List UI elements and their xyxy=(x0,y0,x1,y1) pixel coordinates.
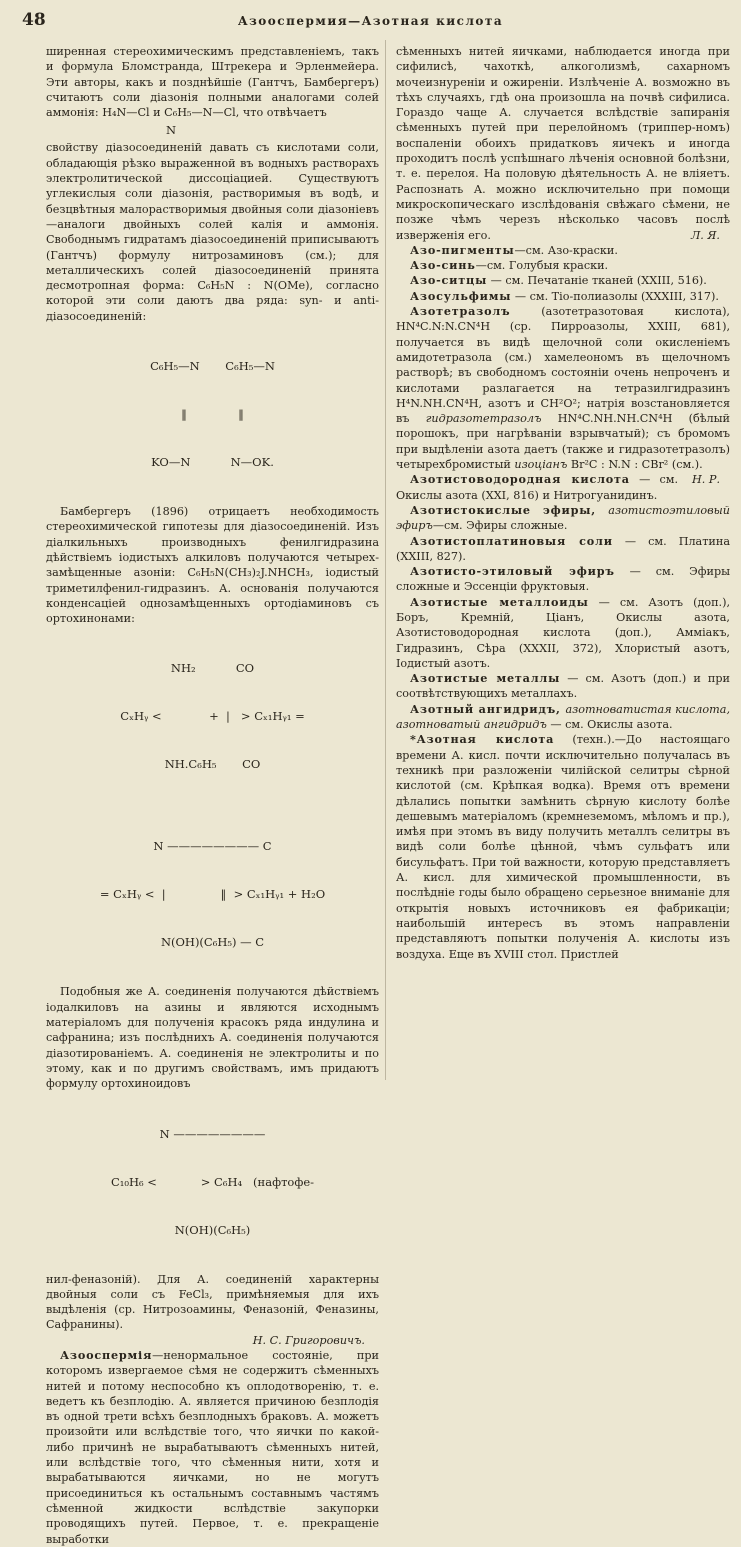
formula-line: C₁₀H₆ < > C₆H₄ (нафтофе- xyxy=(110,1174,315,1189)
entry-text: —см. Азо-краски. xyxy=(514,243,618,257)
entry-text: — см. Печатаніе тканей (XXIII, 516). xyxy=(487,274,707,288)
author-signature: Н. Р. xyxy=(692,473,720,487)
entry-text: (азотетразотовая кислота), HN⁴C.N:N.CN⁴H (ср. Пирроазолы, XXIII, 681), получается въ видѣ щелочной соли окисленіемъ амидотетразола (см.) хамелеономъ въ щелочномъ растворѣ; въ свободномъ состояніи очень непроченъ и кислотами разлагается на тетразилгидразинъ H⁴N.NH.CN⁴H, азотъ и CH²O²; натрія возстановляется въ xyxy=(396,305,730,426)
paragraph: Подобныя же А. соединенія получаются дѣйствіемъ іодалкиловъ на азины и являются исходнымъ матеріаломъ для полученія красокъ ряда индулина и сафранина; изъ послѣднихъ А. соединенія получаются діазотированіемъ. А. соединенія не электролиты и по этому, как и по другимъ свойствамъ, имъ придаютъ формулу ортохиноидовъ xyxy=(46,985,379,1091)
author-signature: Н. С. Григоровичъ. xyxy=(252,1333,365,1347)
author-signature: Л. Я. xyxy=(690,228,720,242)
formula-line: N ———————— xyxy=(159,1126,266,1141)
entry-term: Азотистоводородная кислота xyxy=(410,472,630,487)
entry-term: Азо-пигменты xyxy=(410,242,515,257)
entry-text: HN⁴C.NH.NH.CN⁴H (бѣлый порошокъ, при нагрѣваніи взрывчатый); съ бромомъ при выдѣленіи азота даетъ (также и гидразотетразолъ) четырехбромистый xyxy=(396,412,730,472)
entry-text: — см. Тіо-полиазолы (XXXIII, 317). xyxy=(511,289,719,303)
entry-text: —см. Эфиры сложные. xyxy=(432,519,568,533)
entry-term: Азо-ситцы xyxy=(410,273,488,288)
entry-term: Азосульфимы xyxy=(410,288,512,303)
entry-italic: изоціанъ xyxy=(514,458,568,472)
entry-text: —ненормальное состояніе, при которомъ извергаемое сѣмя не содержитъ сѣменныхъ нитей и потому неспособно къ оплодотворенію, т. е. ведетъ къ безплодію. А. является причиною безплодія въ одной трети всѣхъ безплодныхъ браковъ. А. можетъ произойти или вслѣдствіе того, что яички по какой-либо причинѣ не вырабатываютъ сѣменныхъ нитей, или вслѣдствіе того, что сѣменныя нити, хотя и вырабатываются яичками, но не могутъ присоединиться къ остальнымъ составнымъ частямъ сѣменной жидкости вслѣдствіе закупорки проводящихъ путей. Первое, т. е. прекращеніе выработки xyxy=(46,1348,379,1546)
entry-italic: азотистоэтиловый эфиръ xyxy=(396,503,730,533)
formula-line: = CₓHᵧ < | ‖ > Cₓ₁Hᵧ₁ + H₂O xyxy=(99,887,326,902)
formula-line: KO—N N—OK. xyxy=(151,455,274,470)
formula-x: N xyxy=(166,123,177,138)
paragraph xyxy=(396,44,730,243)
entry-term: *Азотная кислота xyxy=(410,732,555,747)
entry xyxy=(396,243,730,258)
entry xyxy=(396,564,730,595)
formula-line: ‖ ‖ xyxy=(181,407,244,422)
entry xyxy=(396,671,730,702)
entry xyxy=(396,595,730,671)
entry xyxy=(396,534,730,565)
formula-line: N ———————— C xyxy=(153,839,272,854)
entry-term: Азотный ангидридъ, xyxy=(410,701,566,716)
entry xyxy=(396,289,730,304)
formula-line: C₆H₅—N C₆H₅—N xyxy=(150,359,275,374)
column-divider xyxy=(385,40,386,1080)
entry-term: Азотистые металлы xyxy=(410,671,561,686)
syn-anti-formula xyxy=(46,326,379,502)
formula-line: N(OH)(C₆H₅) xyxy=(174,1222,251,1237)
entry-text: — см. Эфиры сложные и Эссенціи фруктовыя. xyxy=(396,565,731,594)
entry-term: Азо-синь xyxy=(410,258,476,273)
paragraph: нил-феназоній). Для А. соединеній характерны двойныя соли съ FeCl₃, примѣняемыя для ихъ выдѣленія (ср. Нитрозоамины, Феназоній, Феназины, Сафранины). xyxy=(46,1272,379,1332)
entry-italic: гидразотетразолъ xyxy=(425,412,542,426)
left-column xyxy=(46,44,379,1547)
entry-azoospermia xyxy=(46,1348,379,1547)
entry-term: Азотистые металлоиды xyxy=(410,594,589,609)
running-title: Азооспермия—Азотная кислота xyxy=(237,14,504,28)
page-number: 48 xyxy=(22,10,46,30)
entry-text: —см. Голубыя краски. xyxy=(475,259,609,273)
formula-line: NH.C₆H₅ CO xyxy=(164,757,261,772)
entry-italic: азотноватистая кислота, азотноватый ангидридъ xyxy=(396,702,731,732)
equation-2 xyxy=(46,806,379,982)
entry xyxy=(396,702,730,733)
entry-text: — см. Азотъ (доп.) и при соотвѣтствующихъ металлахъ. xyxy=(396,672,731,701)
entry-term: Азотетразолъ xyxy=(410,304,511,319)
entry-term: Азотисто-этиловый эфиръ xyxy=(410,564,615,579)
formula-line: N(OH)(C₆H₅) — C xyxy=(160,935,265,950)
paragraph-text: сѣменныхъ нитей яичками, наблюдается иногда при сифилисѣ, чахоткѣ, алкоголизмѣ, сахарномъ мочеизнуреніи и ожиреніи. Излѣченіе А. возможно въ тѣхъ случаяхъ, гдѣ она произошла на почвѣ сифилиса. Гораздо чаще А. случается вслѣдствіе запиранія сѣменныхъ путей при перелойномъ (триппер-номъ) воспаленіи обоихъ придатковъ яичекъ и иногда проходитъ послѣ успѣшнаго лѣченія основной болѣзни, т. е. перелоя. На половую дѣятельность А. не вліяетъ. Распознать А. можно исключительно при помощи микроскопическаго изслѣдованія свѣжаго сѣмени, не позже чѣмъ черезъ нѣсколько часовъ послѣ изверженія его. xyxy=(396,45,730,242)
entry xyxy=(396,273,730,288)
entry-nitric-acid xyxy=(396,732,730,961)
entry-text: — см. Азотъ (доп.), Боръ, Кремній, Ціанъ, Окислы азота, Азотистоводородная кислота (доп.), Аммiакъ, Гидразинъ, Сѣра (XXXII, 372), Хлористый азотъ, Іодистый азотъ. xyxy=(396,595,730,670)
equation-3 xyxy=(46,1094,379,1270)
entry xyxy=(396,503,730,534)
entry-text: — см. Окислы азота. xyxy=(546,718,673,732)
entry-text: Br²C : N.N : CBr² (см.). xyxy=(567,458,703,472)
equation-1 xyxy=(46,628,379,804)
right-column xyxy=(396,44,730,962)
entry-term: Азотистоплатиновыя соли xyxy=(410,533,613,548)
entry-term: Азотистокислые эфиры, xyxy=(410,502,609,517)
entry-term: Азооспермія xyxy=(60,1347,153,1362)
formula-line: NH₂ CO xyxy=(170,661,255,676)
formula-line: CₓHᵧ < + | > Cₓ₁Hᵧ₁ = xyxy=(120,709,305,724)
entry-text: — см. Окислы азота (XXI, 816) и Нитрогуанидинъ. xyxy=(396,473,679,502)
entry-text: — см. Платина (XXIII, 827). xyxy=(396,534,730,563)
paragraph: Бамбергеръ (1896) отрицаетъ необходимость стереохимической гипотезы для діазосоединеній. Изъ діалкильныхъ производныхъ фенилгидразина дѣйствіемъ іодистыхъ алкиловъ получаются четырех-замѣщенные азоніи: C₆H₅N(CH₃)₂J.NHCH₃, іодистый триметилфенил-гидразинъ. А. основанія получаются конденсаціей однозамѣщенныхъ ортодіаминовъ съ ортохинонами: xyxy=(46,505,379,626)
paragraph: ширенная стереохимическимъ представленіемъ, такъ и формула Бломстранда, Штрекера и Эрленмейера. Эти авторы, какъ и позднѣйшіе (Гантчъ, Бамбергеръ) считаютъ соли діазонія полными аналогами солей аммонія: H₄N—Cl и C₆H₅—N—Cl, что отвѣчаетъ xyxy=(46,45,379,120)
paragraph: свойству діазосоединеній давать съ кислотами соли, обладающія рѣзко выраженной въ водныхъ растворахъ электролитической диссоціацией. Существуютъ углекислыя соли діазонія, растворимыя въ водѣ, и безцвѣтныя малорастворимыя двойныя соли діазоніевъ—аналоги двойныхъ солей калія и аммонія. Свободнымъ гидратамъ діазосоединеній приписываютъ (Гантчъ) формулу нитрозаминовъ (см.); для металлическихъ солей діазосоединеній принята десмотропная форма: C₆H₅N : N(OMe), согласно которой эти соли даютъ два ряда: syn- и anti-діазосоединеній: xyxy=(46,141,379,323)
entry xyxy=(396,258,730,273)
entry-text: (техн.).—До настоящаго времени А. кисл. почти исключительно получалась въ техникѣ при разложеніи чилійской селитры сѣрной кислотой (см. Крѣпкая водка). Время отъ времени дѣлались попытки замѣнить сѣрную кислоту болѣе дешевымъ матеріаломъ (кремнеземомъ, мѣломъ и пр.), имѣя при этомъ въ виду получить металлъ селитры въ видѣ соли болѣе цѣнной, чѣмъ сульфатъ или бисульфатъ. При той важности, которую представляетъ А. кисл. для химической промышленности, въ послѣдніе годы было обращено серьезное вниманіе для открытія новыхъ источниковъ ея фабрикаціи; наибольшій интересъ въ этомъ направленіи представляютъ попытки полученія А. кислоты изъ воздуха. Еще въ XVIII стол. Пристлей xyxy=(396,733,730,961)
